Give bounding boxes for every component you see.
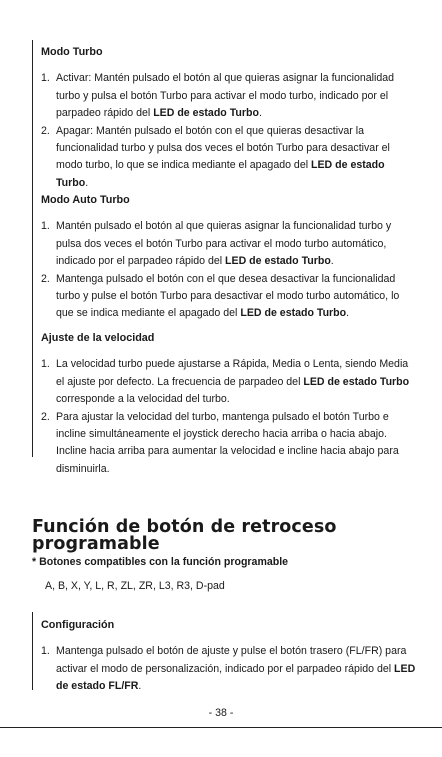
steps-list — [32, 643, 417, 695]
footer-rule — [0, 727, 442, 728]
emphasis-text: LED de estado Turbo — [153, 107, 259, 120]
steps-list — [32, 218, 417, 322]
step-text: Mantén pulsado el botón al que quieras asignar la funcionalidad turbo y pulsa dos veces el botón Turbo para activar el modo turbo automático, indicado por el parpadeo rápido del — [56, 220, 392, 268]
emphasis-text: LED de estado Turbo — [56, 159, 385, 189]
step-text: Mantenga pulsado el botón de ajuste y pulse el botón trasero (FL/FR) para activar el modo de personalización, indicado por el parpadeo rápido del — [56, 645, 407, 675]
list-item — [32, 409, 417, 479]
step-text: Apagar: Mantén pulsado el botón con el que quieras desactivar la funcionalidad turbo y pulsa dos veces el botón Turbo para desactivar el modo turbo, lo que se indica mediante el apagado del — [56, 124, 390, 172]
step-number: 2. — [41, 124, 50, 137]
step-number: 1. — [41, 220, 50, 233]
steps-list — [32, 70, 417, 192]
compatible-buttons-list: A, B, X, Y, L, R, ZL, ZR, L3, R3, D-pad — [45, 580, 225, 592]
emphasis-text: LED de estado FL/FR — [56, 662, 416, 693]
list-item — [32, 70, 417, 122]
step-text: . — [85, 176, 89, 189]
list-item — [32, 218, 417, 270]
page-number: - 38 - — [208, 707, 234, 719]
section-title: Modo Turbo — [41, 46, 103, 58]
chapter-title: Función de botón de retroceso programable — [32, 517, 337, 555]
section-title: Configuración — [41, 619, 115, 631]
step-text: Activar: Mantén pulsado el botón al que quieras asignar la funcionalidad turbo y pulsa el botón Turbo para activar el modo turbo, indicado por el parpadeo rápido del — [56, 72, 395, 120]
step-number: 1. — [41, 72, 50, 85]
compatible-buttons-note: * Botones compatibles con la función programable — [32, 556, 289, 568]
step-text: corresponde a la velocidad del turbo. — [56, 393, 230, 406]
step-text: Mantenga pulsado el botón con el que desea desactivar la funcionalidad turbo y pulse el botón Turbo para desactivar el modo turbo automático, lo que se indica mediante el apagado del — [56, 272, 400, 320]
emphasis-text: LED de estado Turbo — [240, 307, 347, 320]
step-text: . — [346, 307, 350, 320]
list-item — [32, 356, 417, 408]
step-number: 2. — [41, 272, 50, 285]
step-number: 1. — [41, 645, 50, 658]
step-text: Para ajustar la velocidad del turbo, mantenga pulsado el botón Turbo e incline simultáneamente el joystick derecho hacia arriba o hacia abajo. Incline hacia arriba para aumentar la velocidad e incline hacia abajo para disminuirla. — [56, 410, 399, 475]
section-modo-auto-turbo — [32, 192, 417, 323]
emphasis-text: LED de estado Turbo — [225, 255, 331, 268]
section-modo-turbo — [32, 44, 417, 192]
section-configuracion — [32, 617, 417, 696]
step-text: . — [138, 680, 142, 693]
list-item — [32, 643, 417, 695]
list-item — [32, 123, 417, 193]
list-item — [32, 271, 417, 323]
step-text: . — [330, 255, 334, 268]
emphasis-text: LED de estado Turbo — [303, 375, 410, 388]
section-title: Ajuste de la velocidad — [41, 332, 155, 344]
step-number: 1. — [41, 358, 50, 371]
section-title: Modo Auto Turbo — [41, 194, 130, 206]
step-number: 2. — [41, 410, 50, 423]
section-ajuste-velocidad — [32, 330, 417, 478]
step-text: . — [258, 107, 262, 120]
step-text: La velocidad turbo puede ajustarse a Rápida, Media o Lenta, siendo Media el ajuste por defecto. La frecuencia de parpadeo del — [56, 358, 409, 388]
steps-list — [32, 356, 417, 478]
